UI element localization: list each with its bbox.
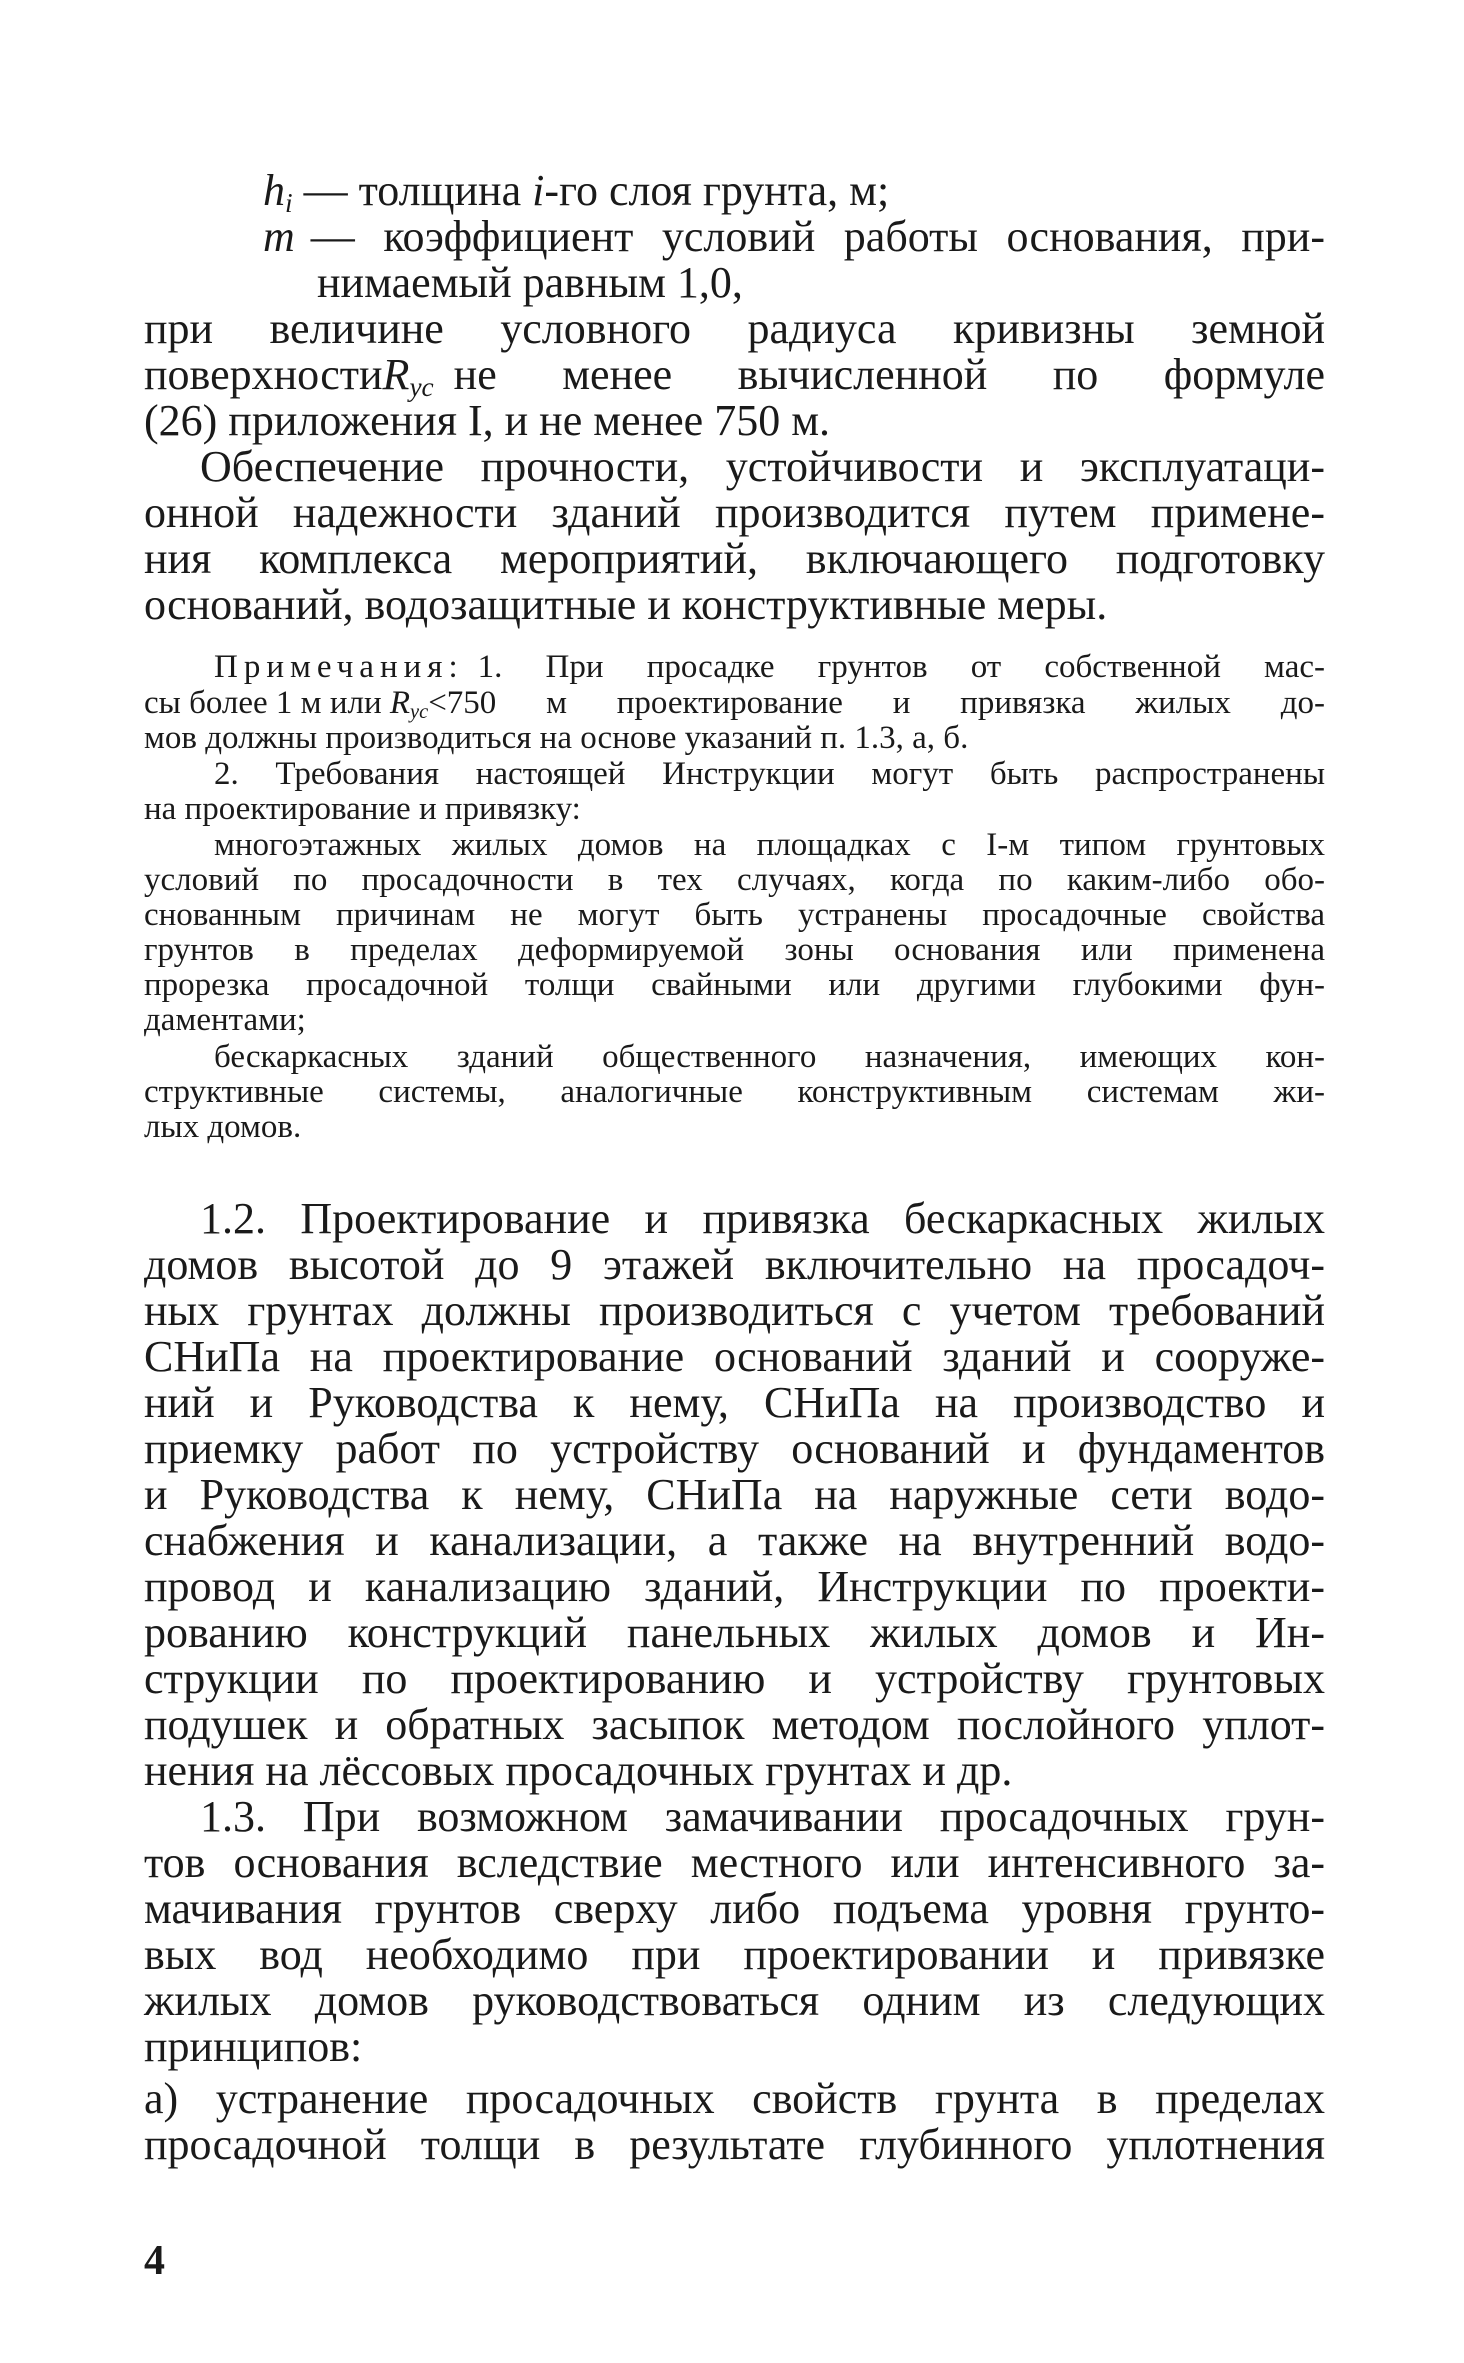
intro-line-1: при величине условного радиуса кривизны земной (144, 304, 1325, 353)
section-1-3-line-1: 1.3. При возможном замачивании просадочных грун- (200, 1792, 1325, 1841)
intro-line-2: поверхности $R_{ус}$ не менее вычисленной по формуле (144, 350, 1325, 402)
section-1-2-line-12: подушек и обратных засыпок методом послойного уплот- (144, 1700, 1325, 1749)
note1-line-3: мов должны производиться на основе указаний п. 1.3, а, б. (144, 720, 969, 756)
section-1-2-line-2: домов высотой до 9 этажей включительно на просадоч- (144, 1240, 1325, 1289)
definition-h: $h_i$ — толщина i -го слоя грунта, м; (263, 166, 890, 218)
para1-line-4: оснований, водозащитные и конструктивные меры. (144, 580, 1108, 629)
definition-m (263, 214, 1325, 260)
note2-item1-line-5: прорезка просадочной толщи свайными или другими глубокими фун- (144, 967, 1325, 1003)
note2-item1-line-1: многоэтажных жилых домов на площадках с I-м типом грунтовых (214, 827, 1325, 863)
note2-line-1: 2. Требования настоящей Инструкции могут быть распространены (214, 756, 1325, 792)
note2-line-2: на проектирование и привязку: (144, 791, 581, 827)
radius-symbol-note: $R_{ус}$ (389, 685, 429, 724)
note1-line-2: сы более 1 м или $R_{ус}$ <750 м проектирование и привязка жилых до- (144, 685, 1325, 724)
section-1-2-line-3: ных грунтах должны производиться с учетом требований (144, 1286, 1325, 1335)
para1-line-3: ния комплекса мероприятий, включающего подготовку (144, 534, 1325, 583)
note2-item1-line-6: даментами; (144, 1002, 306, 1038)
note2-item2-line-3: лых домов. (144, 1109, 302, 1145)
notes-heading: Примечания: (214, 649, 464, 685)
note2-item1-line-2: условий по просадочности в тех случаях, когда по каким-либо обо- (144, 862, 1325, 898)
section-1-2-line-13: нения на лёссовых просадочных грунтах и др. (144, 1746, 1013, 1795)
section-1-2-line-4: СНиПа на проектирование оснований зданий и сооруже- (144, 1332, 1325, 1381)
note2-item2-line-1: бескаркасных зданий общественного назначения, имеющих кон- (214, 1039, 1325, 1075)
definition-h-text: — толщина (303, 166, 522, 215)
radius-symbol: $R_{ус}$ (382, 350, 434, 402)
definition-m-continuation: нимаемый равным 1,0, (317, 258, 743, 307)
note2-item2-line-2: структивные системы, аналогичные конструктивным системам жи- (144, 1074, 1325, 1110)
section-1-2-line-6: приемку работ по устройству оснований и фундаментов (144, 1424, 1325, 1473)
note2-item1-line-4: грунтов в пределах деформируемой зоны основания или применена (144, 932, 1325, 968)
note2-item1-line-3: снованным причинам не могут быть устранены просадочные свойства (144, 897, 1325, 933)
symbol-h: $h_i$ (263, 166, 293, 218)
item-a-line-2: просадочной толщи в результате глубинного уплотнения (144, 2120, 1325, 2169)
section-1-2-line-7: и Руководства к нему, СНиПа на наружные сети водо- (144, 1470, 1325, 1519)
section-1-3-line-4: вых вод необходимо при проектировании и привязке (144, 1930, 1325, 1979)
item-a-line-1: а) устранение просадочных свойств грунта в пределах (144, 2074, 1325, 2123)
section-1-2-line-8: снабжения и канализации, а также на внутренний водо- (144, 1516, 1325, 1565)
section-1-3-line-2: тов основания вследствие местного или интенсивного за- (144, 1838, 1325, 1887)
section-1-2-line-10: рованию конструкций панельных жилых домов и Ин- (144, 1608, 1325, 1657)
section-1-3-line-3: мачивания грунтов сверху либо подъема уровня грунто- (144, 1884, 1325, 1933)
definition-m-text: — коэффициент условий работы основания, при- (310, 212, 1325, 261)
para1-line-1: Обеспечение прочности, устойчивости и эксплуатаци- (200, 442, 1325, 491)
section-1-3-line-6: принципов: (144, 2022, 363, 2071)
section-1-2-line-9: провод и канализацию зданий, Инструкции по проекти- (144, 1562, 1325, 1611)
page-number: 4 (144, 2238, 165, 2284)
symbol-m: m (263, 212, 295, 261)
section-1-3-line-5: жилых домов руководствоваться одним из следующих (144, 1976, 1325, 2025)
para1-line-2: онной надежности зданий производится путем примене- (144, 488, 1325, 537)
section-1-2-line-5: ний и Руководства к нему, СНиПа на производство и (144, 1378, 1325, 1427)
note1-line-1: Примечания: 1. При просадке грунтов от собственной мас- (214, 649, 1325, 685)
section-1-2-line-1: 1.2. Проектирование и привязка бескаркасных жилых (200, 1194, 1325, 1243)
section-1-2-line-11: струкции по проектированию и устройству грунтовых (144, 1654, 1325, 1703)
intro-line-3: (26) приложения I, и не менее 750 м. (144, 396, 831, 445)
